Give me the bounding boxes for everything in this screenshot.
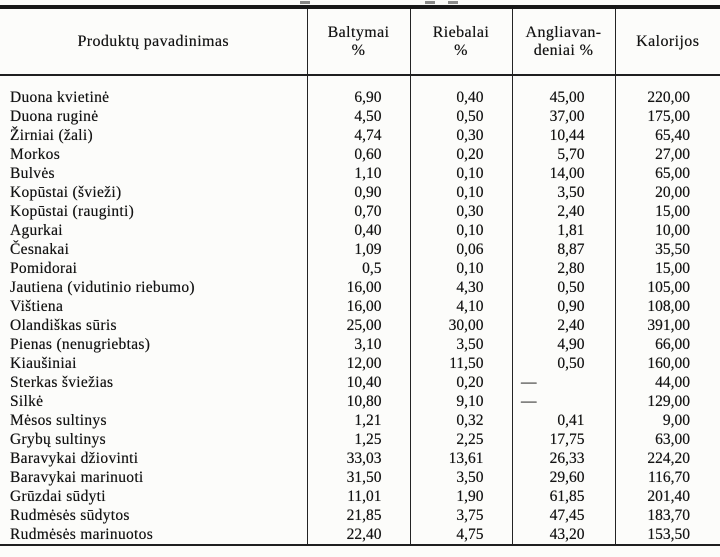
calories-value: 153,50: [615, 525, 720, 545]
fat-value: 0,30: [410, 202, 512, 221]
table-row: [0, 354, 720, 373]
carbs-value: 2,40: [512, 316, 615, 335]
protein-value: 10,80: [307, 392, 410, 411]
carbs-value: 5,70: [512, 145, 615, 164]
calories-value: 44,00: [615, 373, 720, 392]
fat-value: 30,00: [410, 316, 512, 335]
carbs-value: 0,50: [512, 278, 615, 297]
carbs-value: 3,50: [512, 183, 615, 202]
protein-value: 25,00: [307, 316, 410, 335]
calories-value: 65,40: [615, 126, 720, 145]
table-row: [0, 164, 720, 183]
calories-value: 20,00: [615, 183, 720, 202]
carbs-value: 2,80: [512, 259, 615, 278]
fat-value: 0,20: [410, 373, 512, 392]
table-row: [0, 297, 720, 316]
protein-value: 31,50: [307, 468, 410, 487]
col-header-carbs-line2: deniai %: [533, 41, 594, 59]
table-row: [0, 183, 720, 202]
protein-value: 16,00: [307, 278, 410, 297]
product-name: Mėsos sultinys: [10, 412, 107, 429]
product-name: Pomidorai: [10, 260, 78, 277]
protein-value: 16,00: [307, 297, 410, 316]
carbs-value: 0,41: [512, 411, 615, 430]
calories-value: 220,00: [615, 88, 720, 107]
fat-value: 0,32: [410, 411, 512, 430]
fat-value: 9,10: [410, 392, 512, 411]
calories-value: 116,70: [615, 468, 720, 487]
product-name: Kiaušiniai: [10, 355, 77, 372]
carbs-value: 1,81: [512, 221, 615, 240]
calories-value: 108,00: [615, 297, 720, 316]
table-row: [0, 240, 720, 259]
col-header-fat-line2: %: [454, 41, 468, 59]
protein-value: 0,60: [307, 145, 410, 164]
calories-value: 65,00: [615, 164, 720, 183]
table-row: [0, 88, 720, 107]
fat-value: 4,30: [410, 278, 512, 297]
protein-value: 1,21: [307, 411, 410, 430]
calories-value: 183,70: [615, 506, 720, 525]
col-header-calories: [615, 7, 720, 75]
product-name: Pienas (nenugriebtas): [10, 336, 151, 353]
protein-value: 33,03: [307, 449, 410, 468]
calories-value: 201,40: [615, 487, 720, 506]
fat-value: 13,61: [410, 449, 512, 468]
protein-value: 0,40: [307, 221, 410, 240]
product-name: Morkos: [10, 146, 61, 163]
fat-value: 2,25: [410, 430, 512, 449]
product-name: Bulvės: [10, 165, 55, 182]
header-row: [0, 7, 720, 75]
calories-value: 160,00: [615, 354, 720, 373]
table-row: [0, 525, 720, 545]
fat-value: 1,90: [410, 487, 512, 506]
product-name: Česnakai: [10, 241, 70, 258]
carbs-value: 61,85: [512, 487, 615, 506]
table-row: [0, 411, 720, 430]
carbs-value: 0,90: [512, 297, 615, 316]
product-name: Baravykai marinuoti: [10, 469, 144, 486]
table-row: [0, 449, 720, 468]
calories-value: 15,00: [615, 259, 720, 278]
fat-value: 3,50: [410, 335, 512, 354]
product-name: Kopūstai (švieži): [10, 184, 122, 201]
protein-value: 4,50: [307, 107, 410, 126]
carbs-value: 29,60: [512, 468, 615, 487]
product-name: Jautiena (vidutinio riebumo): [10, 279, 195, 296]
calories-value: 129,00: [615, 392, 720, 411]
fat-value: 0,10: [410, 164, 512, 183]
fat-value: 0,20: [410, 145, 512, 164]
col-header-fat-line1: Riebalai: [432, 23, 490, 41]
calories-value: 105,00: [615, 278, 720, 297]
fat-value: 0,30: [410, 126, 512, 145]
table-row: [0, 316, 720, 335]
calories-value: 10,00: [615, 221, 720, 240]
calories-value: 391,00: [615, 316, 720, 335]
fat-value: 0,40: [410, 88, 512, 107]
carbs-value: 47,45: [512, 506, 615, 525]
carbs-value: 0,50: [512, 354, 615, 373]
protein-value: 22,40: [307, 525, 410, 545]
product-name: Olandiškas sūris: [10, 317, 117, 334]
product-name: Vištiena: [10, 298, 64, 315]
table-row: [0, 278, 720, 297]
col-header-product-label: Produktų pavadinimas: [77, 32, 230, 50]
col-header-fat: [410, 7, 512, 75]
calories-value: 15,00: [615, 202, 720, 221]
col-header-carbs-line1: Angliavan-: [525, 23, 602, 41]
carbs-value: 4,90: [512, 335, 615, 354]
calories-value: 63,00: [615, 430, 720, 449]
table-row: [0, 506, 720, 525]
table-body: [0, 75, 720, 545]
col-header-carbs: [512, 7, 615, 75]
product-name: Rudmėsės sūdytos: [10, 507, 130, 524]
product-name: Grybų sultinys: [10, 431, 106, 448]
carbs-value: —: [512, 373, 615, 392]
table-row: [0, 487, 720, 506]
product-name: Baravykai džiovinti: [10, 450, 139, 467]
carbs-value: 17,75: [512, 430, 615, 449]
protein-value: 12,00: [307, 354, 410, 373]
nutrition-table: [0, 5, 720, 546]
protein-value: 4,74: [307, 126, 410, 145]
carbs-value: 26,33: [512, 449, 615, 468]
col-header-protein-line1: Baltymai: [327, 23, 390, 41]
carbs-value: 14,00: [512, 164, 615, 183]
carbs-value: 8,87: [512, 240, 615, 259]
protein-value: 21,85: [307, 506, 410, 525]
product-name: Duona ruginė: [10, 108, 99, 125]
spacer-row: [0, 75, 720, 88]
fat-value: 0,10: [410, 221, 512, 240]
col-header-calories-label: Kalorijos: [636, 32, 700, 50]
fat-value: 11,50: [410, 354, 512, 373]
table-row: [0, 145, 720, 164]
table-row: [0, 335, 720, 354]
calories-value: 224,20: [615, 449, 720, 468]
calories-value: 9,00: [615, 411, 720, 430]
table-row: [0, 221, 720, 240]
protein-value: 1,10: [307, 164, 410, 183]
product-name: Kopūstai (rauginti): [10, 203, 135, 220]
col-header-protein-line2: %: [351, 41, 366, 59]
table-row: [0, 392, 720, 411]
protein-value: 3,10: [307, 335, 410, 354]
product-name: Silkė: [10, 393, 44, 410]
fat-value: 0,06: [410, 240, 512, 259]
fat-value: 4,75: [410, 525, 512, 545]
product-name: Grūzdai sūdyti: [10, 488, 106, 505]
calories-value: 35,50: [615, 240, 720, 259]
table-row: [0, 202, 720, 221]
carbs-value: 10,44: [512, 126, 615, 145]
carbs-value: —: [512, 392, 615, 411]
fat-value: 0,10: [410, 259, 512, 278]
table-row: [0, 126, 720, 145]
cropped-caption-remnant: [300, 1, 310, 4]
fat-value: 0,50: [410, 107, 512, 126]
fat-value: 3,75: [410, 506, 512, 525]
table-row: [0, 107, 720, 126]
protein-value: 0,70: [307, 202, 410, 221]
protein-value: 0,5: [307, 259, 410, 278]
carbs-value: 37,00: [512, 107, 615, 126]
fat-value: 3,50: [410, 468, 512, 487]
fat-value: 4,10: [410, 297, 512, 316]
calories-value: 175,00: [615, 107, 720, 126]
protein-value: 6,90: [307, 88, 410, 107]
product-name: Sterkas šviežias: [10, 374, 114, 391]
table-row: [0, 430, 720, 449]
carbs-value: 43,20: [512, 525, 615, 545]
protein-value: 1,25: [307, 430, 410, 449]
col-header-protein: [307, 7, 410, 75]
protein-value: 10,40: [307, 373, 410, 392]
table-row: [0, 259, 720, 278]
product-name: Žirniai (žali): [10, 127, 93, 144]
calories-value: 66,00: [615, 335, 720, 354]
carbs-value: 2,40: [512, 202, 615, 221]
calories-value: 27,00: [615, 145, 720, 164]
protein-value: 1,09: [307, 240, 410, 259]
table-header: [0, 7, 720, 75]
product-name: Duona kvietinė: [10, 89, 110, 106]
fat-value: 0,10: [410, 183, 512, 202]
protein-value: 11,01: [307, 487, 410, 506]
product-name: Rudmėsės marinuotos: [10, 526, 154, 543]
protein-value: 0,90: [307, 183, 410, 202]
product-name: Agurkai: [10, 222, 63, 239]
table-row: [0, 373, 720, 392]
col-header-product: [0, 7, 307, 75]
table-row: [0, 468, 720, 487]
carbs-value: 45,00: [512, 88, 615, 107]
